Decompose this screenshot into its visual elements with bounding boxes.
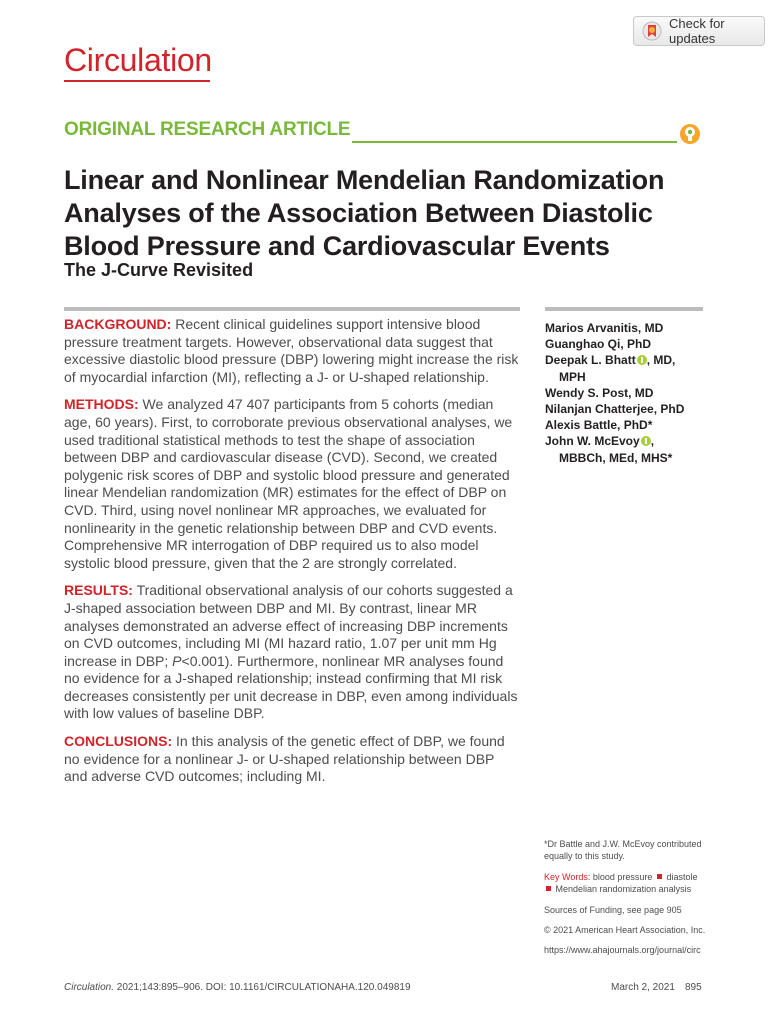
check-for-updates-button[interactable] (633, 16, 765, 46)
journal-underline (64, 80, 210, 82)
footer-citation-text: 2021;143:895–906. DOI: 10.1161/CIRCULATIONAHA.120.049819 (114, 982, 411, 993)
key-words (544, 871, 714, 896)
keyword[interactable]: diastole (666, 871, 698, 882)
updates-label: Check for updates (669, 16, 725, 46)
results-heading: RESULTS: (64, 582, 133, 599)
author-list (545, 320, 715, 466)
keyword[interactable]: blood pressure (592, 871, 653, 882)
author-item: Marios Arvanitis, MD (545, 321, 664, 335)
key-words-heading: Key Words: (544, 871, 591, 882)
author-item (545, 352, 715, 368)
footer-citation (64, 982, 411, 993)
author-name: John W. McEvoy (545, 434, 640, 449)
open-access-icon (679, 123, 701, 145)
bullet-square-icon (546, 886, 551, 891)
updates-badge-icon (642, 21, 662, 41)
page-number: 895 (685, 982, 702, 993)
results-p-symbol: P (172, 652, 182, 669)
author-degree: , MD, (646, 353, 676, 368)
author-degree-continued: MPH (559, 369, 586, 384)
article-title: Linear and Nonlinear Mendelian Randomization Analyses of the Association Between Diastolic Blood Pressure and Cardiovascular Events (64, 165, 665, 261)
author-item: Guanghao Qi, PhD (545, 337, 652, 352)
author-name: Deepak L. Bhatt (545, 353, 636, 368)
results-text-1: Traditional observational analysis of our cohorts suggested a J-shaped association between DBP and MI. By contrast, linear MR analyses demonstrated an adverse effect of increasing DBP increments on CVD outcomes, including MI (MI hazard ratio, 1.07 per unit mm Hg increase in DBP; (64, 582, 513, 669)
journal-url[interactable]: https://www.ahajournals.org/journal/circ (544, 945, 701, 956)
funding-note: Sources of Funding, see page 905 (544, 904, 682, 915)
footer-journal: Circulation. (64, 982, 115, 993)
background-heading: BACKGROUND: (64, 316, 172, 332)
journal-title: Circulation (64, 42, 212, 78)
conclusions-text: In this analysis of the genetic effect of DBP, we found no evidence for a nonlinear J- or U-shaped relationship between DBP and adverse CVD outcomes; including MI. (64, 733, 505, 785)
article-subtitle: The J-Curve Revisited (64, 260, 254, 280)
author-item: Nilanjan Chatterjee, PhD (545, 402, 685, 417)
background-text: Recent clinical guidelines support intensive blood pressure treatment targets. However, observational data suggest that excessive diastolic blood pressure (DBP) lowering might increase the risk of myocardial infarction (MI), reflecting a J- or U-shaped relationship. (64, 316, 519, 385)
methods-text: We analyzed 47 407 participants from 5 cohorts (median age, 60 years). First, to corroborate previous observational analyses, we used traditional statistical methods to test the shape of association between DBP and cardiovascular disease (CVD). Second, we created polygenic risk scores of DBP and systolic blood pressure and generated linear Mendelian randomization (MR) estimates for the effect of DBP on CVD. Third, using novel nonlinear MR approaches, we evaluated for nonlinearity in the genetic relationship between DBP and CVD events. Comprehensive MR interrogation of DBP required us to also model systolic blood pressure, given that the 2 are strongly correlated. (64, 396, 513, 571)
section-rule (352, 141, 677, 143)
author-item: Wendy S. Post, MD (545, 385, 654, 400)
conclusions-heading: CONCLUSIONS: (64, 733, 173, 750)
author-item (545, 433, 715, 449)
contribution-note: *Dr Battle and J.W. McEvoy contributed equally to this study. (544, 839, 702, 862)
abstract-conclusions (64, 733, 520, 786)
abstract (64, 316, 520, 796)
results-text-2: <0.001). Furthermore, nonlinear MR analyses found no evidence for a J-shaped relationship; instead confirming that MI risk decreases consistently per unit decrease in DBP, even among individuals with low values of baseline DBP. (64, 652, 518, 722)
author-degree: , (650, 434, 655, 449)
copyright-note: © 2021 American Heart Association, Inc. (544, 925, 706, 936)
abstract-results (64, 582, 520, 723)
bullet-square-icon (657, 874, 662, 879)
abstract-background (64, 316, 520, 386)
methods-heading: METHODS: (64, 396, 139, 413)
authors-rule (545, 307, 703, 311)
author-degree-continued: MBBCh, MEd, MHS* (559, 450, 673, 465)
keyword[interactable]: Mendelian randomization analysis (555, 884, 692, 895)
orcid-icon[interactable] (637, 355, 647, 365)
author-item: Alexis Battle, PhD* (545, 418, 653, 433)
footer-date: March 2, 2021 (611, 982, 675, 993)
abstract-methods (64, 396, 520, 572)
orcid-icon[interactable] (641, 436, 651, 446)
abstract-rule (64, 307, 520, 311)
side-notes (544, 838, 714, 965)
section-label: ORIGINAL RESEARCH ARTICLE (64, 119, 351, 140)
